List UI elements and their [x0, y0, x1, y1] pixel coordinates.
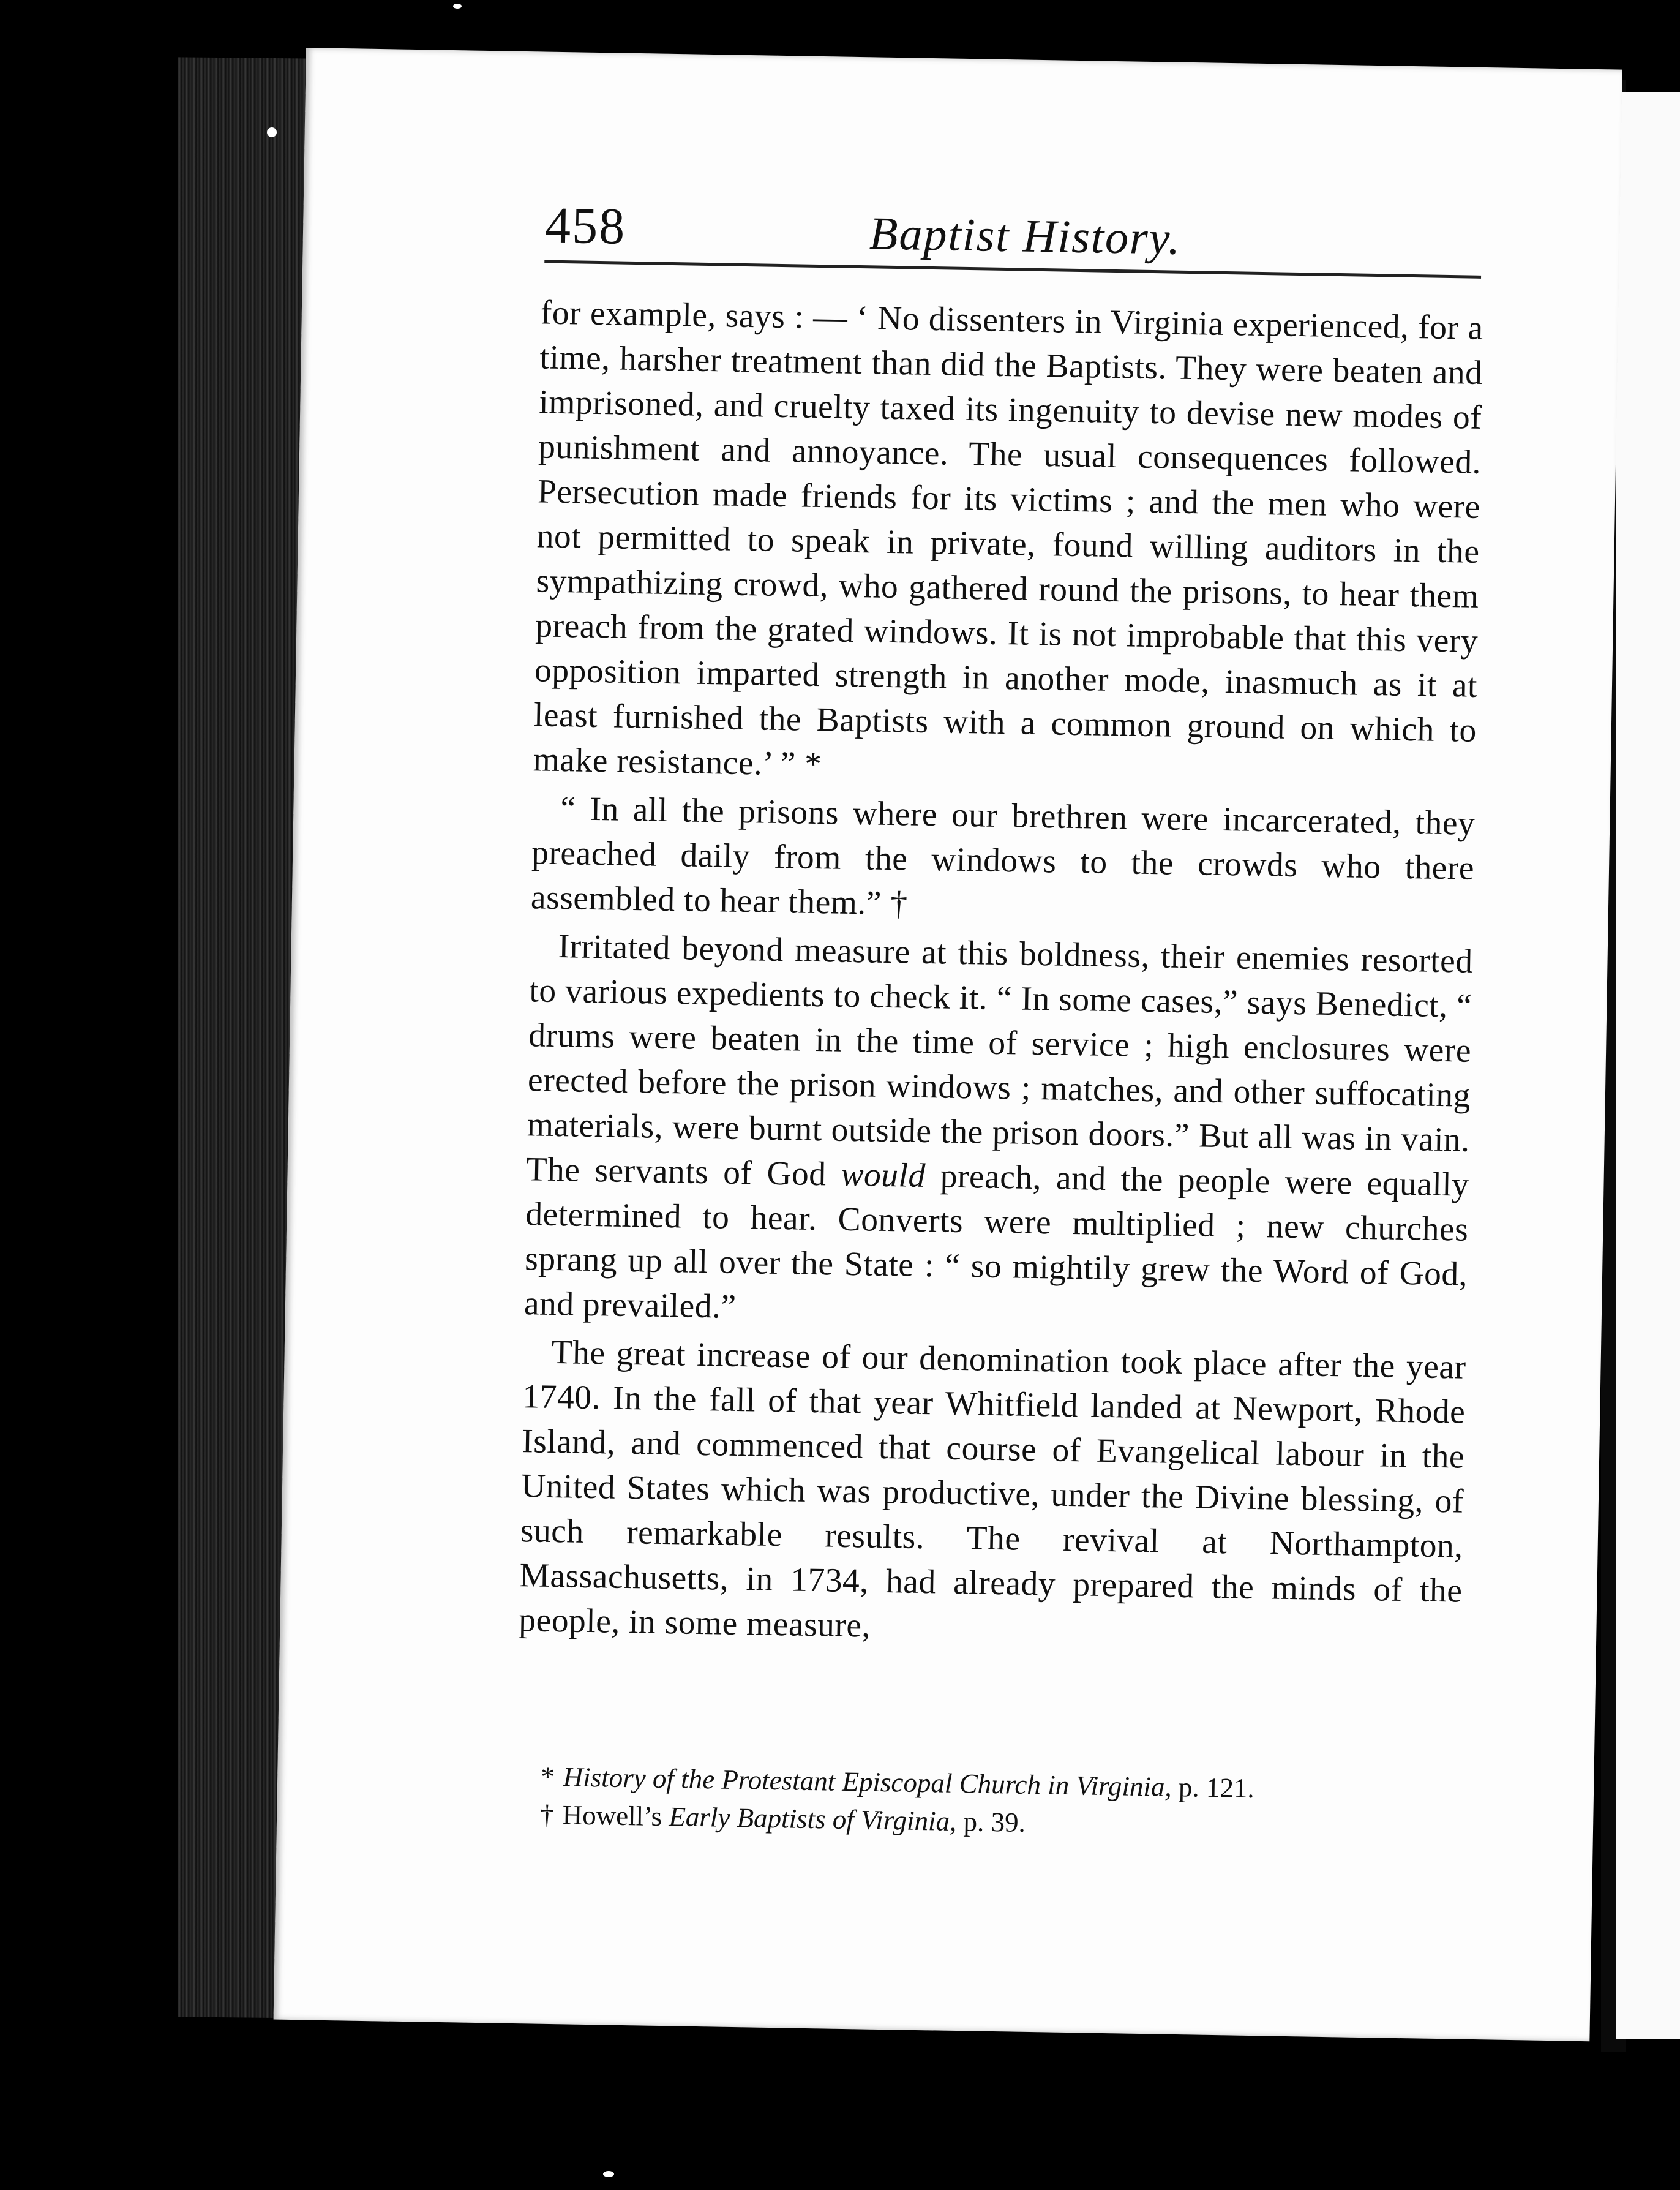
- footnote-1-mark: *: [540, 1761, 555, 1793]
- footnote-2-author: Howell’s: [562, 1799, 662, 1832]
- paragraph-irritated: [523, 924, 1473, 1341]
- paragraph-1-text: for example, says : — ‘ No dissenters in Virginia experienced, for a time, harsher treatment than did the Baptists. They were beaten and imprisoned, and cruelty taxed its ingenuity to devise new modes of punishment and annoyance. The usual consequences followed. Persecution made friends for its victims ; and the men who were not permitted to speak in private, found willing auditors in the sympathizing crowd, who gathered round the prisons, to hear them preach from the grated windows. It is not improbable that this very opposition imparted strength in another mode, inasmuch as it at least furnished the Baptists with a common ground on which to make resistance.’ ” *: [533, 294, 1484, 784]
- paragraph-great-increase: [519, 1330, 1466, 1658]
- footnote-2-page: p. 39.: [963, 1806, 1026, 1838]
- scan-speck: [267, 127, 277, 137]
- running-title: Baptist History.: [869, 208, 1182, 265]
- paragraph-quote-continuation: [533, 290, 1483, 797]
- body-text: [519, 290, 1483, 1658]
- footnotes: [540, 1758, 1460, 1849]
- scan-speck: [603, 2171, 614, 2177]
- paragraph-3-emphasis: would: [841, 1156, 926, 1195]
- scan-speck: [453, 4, 462, 9]
- paragraph-3-text-a: Irritated beyond measure at this boldness, their enemies resorted to various expedients to check it. “ In some cases,” says Benedict, “ drums were beaten in the time of service ; high enclosures were erected before the prison windows ; matches, and other suffocating materials, were burnt outside the prison doors.” But all was in vain. The servants of God: [526, 928, 1474, 1194]
- paragraph-2-text: “ In all the prisons where our brethren were incarcerated, they preached daily from the windows to the crowds who there assembled to hear them.” †: [530, 790, 1476, 923]
- paragraph-prisons-quote: [530, 786, 1475, 936]
- paragraph-4-text: The great increase of our denomination took place after the year 1740. In the fall of that year Whitfield landed at Newport, Rhode Island, and commenced that course of Evangelical labour in the United States which was productive, under the Divine blessing, of such remarkable results. The revival at Northampton, Massachusetts, in 1734, had already prepared the minds of the people, in some measure,: [518, 1333, 1467, 1645]
- footnote-1-title: History of the Protestant Episcopal Church in Virginia,: [563, 1761, 1172, 1802]
- facing-page-sliver: [1616, 92, 1680, 2039]
- footnote-2-mark: †: [539, 1799, 555, 1831]
- page-number: 458: [544, 197, 626, 255]
- footnote-2-title: Early Baptists of Virginia,: [669, 1801, 957, 1837]
- paragraph-3-text-b: preach, and the people were equally determined to hear. Converts were multiplied ; new churches sprang up all over the State : “ so mightily grew the Word of God, and prevailed.”: [523, 1157, 1469, 1326]
- footnote-1-page: p. 121.: [1178, 1772, 1255, 1804]
- book-page: [274, 48, 1622, 2041]
